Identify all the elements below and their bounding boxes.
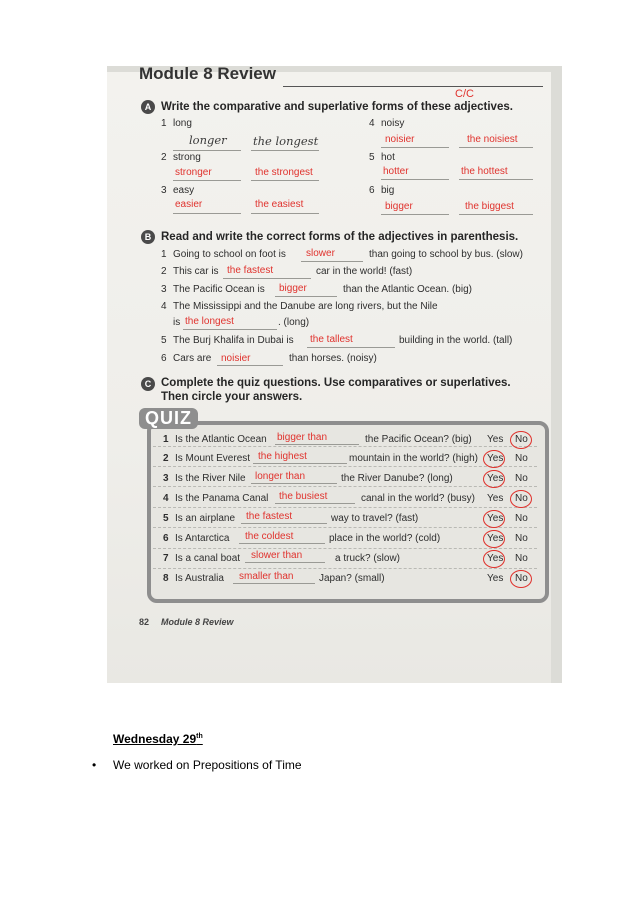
quiz-label: QUIZ	[139, 408, 198, 429]
b-item-before: The Mississippi and the Danube are long rivers, but the Nile	[173, 301, 438, 312]
answer-line	[251, 483, 337, 484]
module-title: Module 8 Review	[139, 66, 276, 83]
quiz-item-answer: the busiest	[279, 491, 328, 502]
answer-line	[253, 463, 347, 464]
answer-line	[233, 583, 315, 584]
b-item-after: than the Atlantic Ocean. (big)	[343, 284, 472, 295]
quiz-yes: Yes	[487, 513, 504, 524]
answer-line	[239, 543, 325, 544]
section-c-instruction: Complete the quiz questions. Use comparatives or superlatives.	[161, 377, 511, 389]
section-b-instruction: Read and write the correct forms of the adjectives in parenthesis.	[161, 231, 519, 243]
header-rule	[283, 86, 543, 87]
quiz-item-after: way to travel? (fast)	[331, 513, 419, 524]
quiz-no: No	[515, 453, 528, 464]
b-item-answer: the fastest	[227, 265, 274, 276]
answer-line	[173, 180, 241, 181]
a-item-superlative: the easiest	[255, 199, 304, 210]
section-a-badge: A	[141, 100, 155, 114]
quiz-item-num: 4	[163, 493, 169, 504]
answer-line	[173, 213, 241, 214]
a-item-superlative: the hottest	[461, 166, 508, 177]
quiz-item-answer: smaller than	[239, 571, 294, 582]
quiz-no: No	[515, 473, 528, 484]
quiz-no: No	[515, 493, 528, 504]
quiz-item-after: place in the world? (cold)	[329, 533, 441, 544]
quiz-yes: Yes	[487, 453, 504, 464]
quiz-yes: Yes	[487, 553, 504, 564]
a-item-word: strong	[173, 152, 201, 163]
answer-line	[183, 329, 277, 330]
page-number: 82	[139, 617, 150, 627]
a-item-word: long	[173, 118, 192, 129]
answer-line	[217, 365, 283, 366]
quiz-item-answer: the highest	[258, 451, 307, 462]
a-item-comparative: noisier	[385, 134, 415, 145]
section-c-badge: C	[141, 377, 155, 391]
answer-line	[275, 444, 359, 445]
quiz-item-before: Is an airplane	[175, 513, 236, 524]
a-item-comparative: easier	[175, 199, 203, 210]
answer-line	[251, 150, 319, 151]
quiz-item-num: 1	[163, 434, 169, 445]
answer-line	[275, 503, 355, 504]
answer-circle-no	[510, 570, 532, 588]
answer-circle-yes	[483, 510, 505, 528]
quiz-item-answer: the coldest	[245, 531, 294, 542]
b-item-answer: noisier	[221, 353, 251, 364]
answer-line	[381, 214, 449, 215]
quiz-item-after: a truck? (slow)	[335, 553, 401, 564]
a-item-superlative: the biggest	[465, 201, 514, 212]
answer-line	[301, 261, 363, 262]
bullet-text: We worked on Prepositions of Time	[113, 758, 302, 772]
answer-line	[241, 523, 327, 524]
b-item-num: 3	[161, 284, 167, 295]
a-item-comparative: bigger	[385, 201, 413, 212]
answer-line	[381, 147, 449, 148]
a-item-num: 2	[161, 152, 167, 163]
quiz-item-after: Japan? (small)	[319, 573, 385, 584]
a-item-word: big	[381, 185, 395, 196]
teacher-check-mark: C/C	[455, 88, 474, 100]
b-item-num: 4	[161, 301, 167, 312]
answer-line	[223, 278, 311, 279]
b-item-after: car in the world! (fast)	[316, 266, 413, 277]
b-item-before: The Burj Khalifa in Dubai is	[173, 335, 294, 346]
quiz-item-after: mountain in the world? (high)	[349, 453, 478, 464]
quiz-item-before: Is the River Nile	[175, 473, 246, 484]
section-b-badge: B	[141, 230, 155, 244]
quiz-yes: Yes	[487, 493, 504, 504]
answer-line	[459, 214, 533, 215]
quiz-item-before: Is the Atlantic Ocean	[175, 434, 267, 445]
answer-circle-yes	[483, 530, 505, 548]
quiz-yes: Yes	[487, 533, 504, 544]
answer-circle-no	[510, 490, 532, 508]
quiz-item-before: Is Antarctica	[175, 533, 230, 544]
worksheet-photo	[107, 66, 562, 683]
quiz-item-answer: slower than	[251, 550, 303, 561]
b-item-num: 6	[161, 353, 167, 364]
section-a-instruction: Write the comparative and superlative forms of these adjectives.	[161, 101, 513, 113]
b-item-answer: the longest	[185, 316, 234, 327]
b-item-before: Going to school on foot is	[173, 249, 286, 260]
answer-line	[275, 296, 337, 297]
b-item-after: than going to school by bus. (slow)	[369, 249, 523, 260]
a-item-num: 1	[161, 118, 167, 129]
quiz-item-after: the Pacific Ocean? (big)	[365, 434, 472, 445]
quiz-item-answer: longer than	[255, 471, 306, 482]
a-item-comparative: longer	[189, 133, 227, 147]
quiz-item-num: 7	[163, 553, 169, 564]
b-item-before: This car is	[173, 266, 219, 277]
quiz-yes: Yes	[487, 434, 504, 445]
a-item-superlative: the strongest	[255, 167, 313, 178]
b-item-answer: bigger	[279, 283, 307, 294]
b-item-before: Cars are	[173, 353, 212, 364]
section-c-instruction-2: Then circle your answers.	[161, 391, 303, 403]
quiz-no: No	[515, 573, 528, 584]
quiz-item-before: Is Mount Everest	[175, 453, 251, 464]
a-item-num: 6	[369, 185, 375, 196]
bullet-icon: •	[92, 758, 97, 772]
quiz-yes: Yes	[487, 573, 504, 584]
worksheet-page	[107, 66, 551, 683]
quiz-item-num: 2	[163, 453, 169, 464]
b-item-after: than horses. (noisy)	[289, 353, 377, 364]
a-item-num: 3	[161, 185, 167, 196]
b-item-answer: the tallest	[310, 334, 353, 345]
quiz-item-num: 8	[163, 573, 169, 584]
answer-line	[381, 179, 449, 180]
a-item-word: easy	[173, 185, 195, 196]
a-item-superlative: the noisiest	[467, 134, 518, 145]
a-item-comparative: hotter	[383, 166, 409, 177]
answer-circle-yes	[483, 450, 505, 468]
b-item-answer: slower	[306, 248, 335, 259]
answer-circle-yes	[483, 550, 505, 568]
a-item-superlative: the longest	[253, 134, 319, 148]
answer-line	[251, 180, 319, 181]
quiz-item-before: Is the Panama Canal	[175, 493, 269, 504]
b-item-num: 1	[161, 249, 167, 260]
quiz-no: No	[515, 553, 528, 564]
a-item-word: noisy	[381, 118, 405, 129]
quiz-item-num: 6	[163, 533, 169, 544]
quiz-item-num: 3	[163, 473, 169, 484]
answer-line	[251, 213, 319, 214]
answer-line	[459, 179, 533, 180]
b-item-num: 2	[161, 266, 167, 277]
b-item-before: The Pacific Ocean is	[173, 284, 265, 295]
quiz-item-answer: the fastest	[246, 511, 293, 522]
day-caption: Wednesday 29th	[113, 732, 203, 746]
a-item-num: 4	[369, 118, 375, 129]
quiz-item-before: Is a canal boat	[175, 553, 241, 564]
footer-title: Module 8 Review	[161, 617, 234, 627]
a-item-word: hot	[381, 152, 395, 163]
quiz-item-num: 5	[163, 513, 169, 524]
quiz-item-answer: bigger than	[277, 432, 328, 443]
quiz-no: No	[515, 513, 528, 524]
answer-line	[459, 147, 533, 148]
answer-line	[307, 347, 395, 348]
b-item-after: . (long)	[278, 317, 310, 328]
quiz-no: No	[515, 434, 528, 445]
a-item-comparative: stronger	[175, 167, 212, 178]
answer-circle-yes	[483, 470, 505, 488]
b-item-before: is	[173, 317, 181, 328]
answer-line	[173, 150, 241, 151]
quiz-item-after: canal in the world? (busy)	[361, 493, 475, 504]
b-item-after: building in the world. (tall)	[399, 335, 513, 346]
quiz-no: No	[515, 533, 528, 544]
quiz-yes: Yes	[487, 473, 504, 484]
b-item-num: 5	[161, 335, 167, 346]
quiz-item-before: Is Australia	[175, 573, 224, 584]
answer-line	[245, 562, 325, 563]
quiz-item-after: the River Danube? (long)	[341, 473, 453, 484]
a-item-num: 5	[369, 152, 375, 163]
answer-circle-no	[510, 431, 532, 449]
